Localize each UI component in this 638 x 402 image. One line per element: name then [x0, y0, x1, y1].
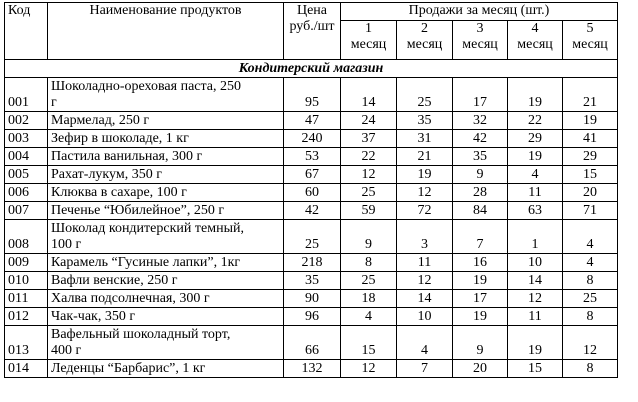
table-row: [5, 272, 618, 290]
name-line1: Печенье “Юбилейное”, 250 г: [51, 203, 225, 218]
cell-sales-month-2: 19: [397, 166, 453, 184]
cell-sales-month-5: 15: [563, 166, 618, 184]
cell-sales-month-4: 19: [508, 326, 563, 360]
table-row: [5, 254, 618, 272]
cell-code: 010: [5, 272, 48, 290]
cell-sales-month-3: 9: [453, 326, 508, 360]
cell-code: 001: [5, 78, 48, 112]
cell-sales-month-3: 17: [453, 78, 508, 112]
cell-sales-month-3: 19: [453, 272, 508, 290]
cell-price: 66: [284, 326, 341, 360]
cell-sales-month-1: 59: [341, 202, 397, 220]
cell-code: 005: [5, 166, 48, 184]
month-word: месяц: [462, 37, 498, 52]
cell-name: [48, 220, 284, 254]
cell-sales-month-3: 42: [453, 130, 508, 148]
name-line2: 400 г: [51, 343, 82, 358]
cell-sales-month-5: 8: [563, 360, 618, 378]
cell-sales-month-3: 16: [453, 254, 508, 272]
table-row: [5, 112, 618, 130]
cell-sales-month-4: 63: [508, 202, 563, 220]
cell-sales-month-3: 84: [453, 202, 508, 220]
month-number: 4: [531, 21, 539, 36]
cell-sales-month-1: 22: [341, 148, 397, 166]
cell-name: [48, 166, 284, 184]
cell-sales-month-2: 12: [397, 272, 453, 290]
header-month-5: [563, 21, 618, 60]
cell-sales-month-1: 12: [341, 166, 397, 184]
cell-sales-month-3: 7: [453, 220, 508, 254]
table-row: [5, 166, 618, 184]
cell-sales-month-4: 22: [508, 112, 563, 130]
month-word: месяц: [350, 37, 387, 52]
table-row: [5, 184, 618, 202]
cell-sales-month-3: 20: [453, 360, 508, 378]
cell-price: 35: [284, 272, 341, 290]
cell-price: 132: [284, 360, 341, 378]
cell-sales-month-1: 4: [341, 308, 397, 326]
name-line1: Мармелад, 250 г: [51, 113, 150, 128]
cell-sales-month-5: 12: [563, 326, 618, 360]
cell-sales-month-2: 72: [397, 202, 453, 220]
cell-sales-month-5: 21: [563, 78, 618, 112]
cell-sales-month-4: 11: [508, 308, 563, 326]
header-price: [284, 3, 341, 60]
cell-sales-month-5: 8: [563, 272, 618, 290]
header-month-4: [508, 21, 563, 60]
month-number: 1: [365, 21, 372, 36]
cell-sales-month-5: 8: [563, 308, 618, 326]
cell-sales-month-2: 25: [397, 78, 453, 112]
cell-code: 003: [5, 130, 48, 148]
cell-sales-month-4: 15: [508, 360, 563, 378]
cell-sales-month-4: 10: [508, 254, 563, 272]
document: [4, 2, 618, 378]
name-line2: г: [51, 95, 57, 110]
table-row: [5, 360, 618, 378]
cell-sales-month-5: 4: [563, 254, 618, 272]
cell-sales-month-3: 28: [453, 184, 508, 202]
name-line1: Вафельный шоколадный торт,: [51, 327, 231, 342]
cell-price: 90: [284, 290, 341, 308]
section-row: [5, 60, 618, 78]
header-code: Код: [5, 3, 48, 60]
month-word: месяц: [406, 37, 443, 52]
name-line1: Пастила ванильная, 300 г: [51, 149, 203, 164]
cell-name: [48, 326, 284, 360]
cell-price: 53: [284, 148, 341, 166]
cell-code: 007: [5, 202, 48, 220]
cell-name: [48, 290, 284, 308]
cell-code: 004: [5, 148, 48, 166]
cell-name: [48, 202, 284, 220]
cell-sales-month-1: 8: [341, 254, 397, 272]
table-row: [5, 308, 618, 326]
cell-sales-month-1: 25: [341, 184, 397, 202]
cell-sales-month-4: 29: [508, 130, 563, 148]
cell-sales-month-5: 4: [563, 220, 618, 254]
cell-code: 013: [5, 326, 48, 360]
cell-sales-month-5: 25: [563, 290, 618, 308]
cell-price: 47: [284, 112, 341, 130]
cell-code: 011: [5, 290, 48, 308]
cell-sales-month-2: 35: [397, 112, 453, 130]
name-line1: Шоколад кондитерский темный,: [51, 221, 244, 236]
month-number: 5: [586, 21, 594, 36]
cell-sales-month-2: 12: [397, 184, 453, 202]
name-line1: Зефир в шоколаде, 1 кг: [51, 131, 189, 146]
cell-sales-month-5: 19: [563, 112, 618, 130]
cell-sales-month-2: 3: [397, 220, 453, 254]
cell-sales-month-1: 37: [341, 130, 397, 148]
name-line2: 100 г: [51, 237, 82, 252]
cell-name: [48, 78, 284, 112]
cell-sales-month-4: 19: [508, 78, 563, 112]
table-row: [5, 202, 618, 220]
cell-sales-month-2: 10: [397, 308, 453, 326]
cell-price: 25: [284, 220, 341, 254]
cell-code: 002: [5, 112, 48, 130]
cell-sales-month-1: 14: [341, 78, 397, 112]
cell-sales-month-4: 1: [508, 220, 563, 254]
cell-sales-month-5: 20: [563, 184, 618, 202]
sales-table: [4, 2, 618, 378]
section-title: Кондитерский магазин: [5, 60, 618, 78]
cell-sales-month-3: 32: [453, 112, 508, 130]
cell-sales-month-1: 24: [341, 112, 397, 130]
cell-sales-month-3: 19: [453, 308, 508, 326]
table-row: [5, 220, 618, 254]
cell-sales-month-1: 12: [341, 360, 397, 378]
cell-price: 42: [284, 202, 341, 220]
cell-sales-month-2: 7: [397, 360, 453, 378]
name-line1: Клюква в сахаре, 100 г: [51, 185, 187, 200]
cell-name: [48, 130, 284, 148]
cell-sales-month-1: 9: [341, 220, 397, 254]
cell-price: 218: [284, 254, 341, 272]
name-line1: Карамель “Гусиные лапки”, 1кг: [51, 255, 241, 270]
cell-sales-month-4: 14: [508, 272, 563, 290]
cell-sales-month-5: 71: [563, 202, 618, 220]
cell-sales-month-2: 11: [397, 254, 453, 272]
header-month-3: [453, 21, 508, 60]
name-line1: Леденцы “Барбарис”, 1 кг: [51, 361, 206, 376]
month-number: 2: [421, 21, 428, 36]
cell-name: [48, 308, 284, 326]
name-line1: Чак-чак, 350 г: [51, 309, 136, 324]
header-month-2: [397, 21, 453, 60]
cell-code: 009: [5, 254, 48, 272]
cell-sales-month-1: 25: [341, 272, 397, 290]
name-line1: Шоколадно-ореховая паста, 250: [51, 79, 242, 94]
table-row: [5, 290, 618, 308]
table-row: [5, 148, 618, 166]
header-sales: Продажи за месяц (шт.): [341, 3, 618, 21]
month-number: 3: [476, 21, 484, 36]
cell-name: [48, 254, 284, 272]
cell-code: 012: [5, 308, 48, 326]
cell-sales-month-5: 41: [563, 130, 618, 148]
cell-sales-month-2: 21: [397, 148, 453, 166]
cell-sales-month-3: 9: [453, 166, 508, 184]
cell-name: [48, 272, 284, 290]
cell-sales-month-2: 31: [397, 130, 453, 148]
cell-price: 240: [284, 130, 341, 148]
cell-price: 60: [284, 184, 341, 202]
month-word: месяц: [572, 37, 608, 52]
cell-code: 014: [5, 360, 48, 378]
cell-code: 008: [5, 220, 48, 254]
cell-code: 006: [5, 184, 48, 202]
cell-sales-month-5: 29: [563, 148, 618, 166]
cell-name: [48, 360, 284, 378]
table-row: [5, 78, 618, 112]
cell-sales-month-4: 19: [508, 148, 563, 166]
header-row-1: [5, 3, 618, 21]
cell-sales-month-1: 18: [341, 290, 397, 308]
header-name: Наименование продуктов: [48, 3, 284, 60]
table-row: [5, 326, 618, 360]
cell-sales-month-2: 4: [397, 326, 453, 360]
table-row: [5, 130, 618, 148]
cell-sales-month-3: 17: [453, 290, 508, 308]
cell-price: 67: [284, 166, 341, 184]
month-word: месяц: [517, 37, 553, 52]
cell-sales-month-2: 14: [397, 290, 453, 308]
cell-sales-month-3: 35: [453, 148, 508, 166]
cell-name: [48, 184, 284, 202]
cell-sales-month-4: 11: [508, 184, 563, 202]
cell-sales-month-4: 12: [508, 290, 563, 308]
cell-name: [48, 148, 284, 166]
header-price-line1: Цена: [296, 3, 328, 18]
cell-name: [48, 112, 284, 130]
name-line1: Вафли венские, 250 г: [51, 273, 178, 288]
name-line1: Рахат-лукум, 350 г: [51, 167, 162, 182]
header-price-line2: руб./шт: [289, 19, 335, 34]
name-line1: Халва подсолнечная, 300 г: [51, 291, 210, 306]
cell-sales-month-4: 4: [508, 166, 563, 184]
header-month-1: [341, 21, 397, 60]
cell-price: 95: [284, 78, 341, 112]
cell-price: 96: [284, 308, 341, 326]
cell-sales-month-1: 15: [341, 326, 397, 360]
